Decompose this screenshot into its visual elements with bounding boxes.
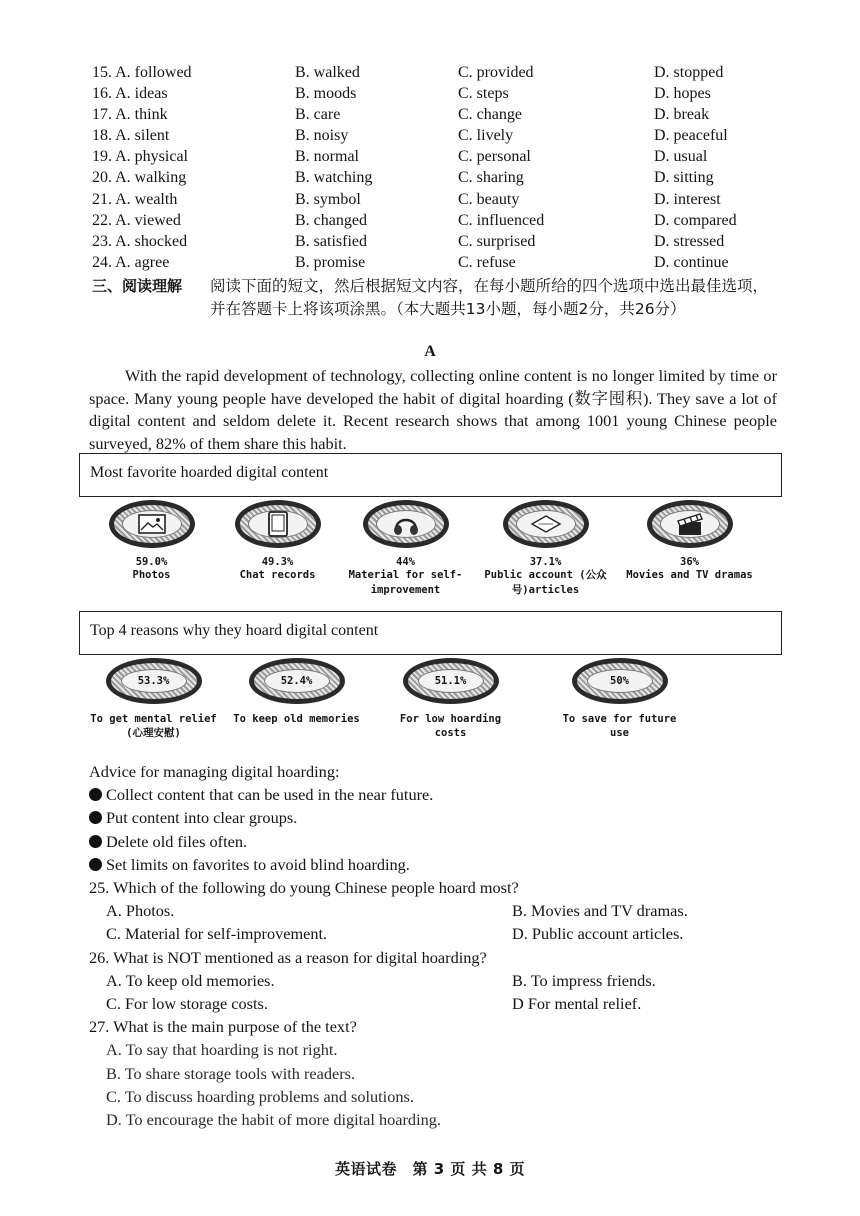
question-25-stem: 25. Which of the following do young Chinese people hoard most? xyxy=(89,878,519,897)
option-b: B. care xyxy=(295,106,341,124)
advice-text: Collect content that can be used in the near future. xyxy=(106,785,434,805)
bullet-icon xyxy=(89,811,102,824)
content-label: Material for self-improvement xyxy=(348,569,463,596)
option-d: D. peaceful xyxy=(654,127,728,145)
option-d: D. usual xyxy=(654,148,708,166)
cloze-row-18 xyxy=(92,125,792,146)
question-25-option-b[interactable]: B. Movies and TV dramas. xyxy=(512,901,688,921)
advice-title: Advice for managing digital hoarding: xyxy=(89,762,340,781)
content-item-movies xyxy=(622,500,757,583)
option-c: C. influenced xyxy=(458,211,545,229)
reason-label: To get mental relief (心理安慰) xyxy=(90,713,217,739)
question-27-stem: 27. What is the main purpose of the text? xyxy=(89,1017,357,1037)
option-c: C. personal xyxy=(458,148,531,166)
photo-icon xyxy=(109,500,195,548)
reason-label: To keep old memories xyxy=(233,713,360,725)
question-27-option-d[interactable]: D. To encourage the habit of more digital hoarding. xyxy=(106,1109,441,1129)
option-c: C. sharing xyxy=(458,169,524,187)
reason-item-mental-relief xyxy=(86,658,221,740)
reason-item-low-costs xyxy=(383,658,518,740)
option-c: C. beauty xyxy=(458,190,520,208)
content-label: Movies and TV dramas xyxy=(626,569,753,581)
option-b: B. symbol xyxy=(295,190,361,208)
option-c: C. refuse xyxy=(458,253,516,271)
content-pct: 44% xyxy=(396,556,415,568)
advice-text: Put content into clear groups. xyxy=(106,808,298,828)
content-item-self-improvement xyxy=(338,500,473,598)
tablet-icon xyxy=(235,500,321,548)
clapperboard-icon xyxy=(647,500,733,548)
reason-pct: 50% xyxy=(610,675,629,687)
content-pct: 49.3% xyxy=(261,556,294,568)
content-pct: 36% xyxy=(680,556,699,568)
advice-text: Set limits on favorites to avoid blind hoarding. xyxy=(106,854,410,874)
option-c: C. lively xyxy=(458,127,514,145)
section-label: 三、阅读理解 xyxy=(92,277,183,295)
option-a: 18. A. silent xyxy=(92,127,170,145)
advice-item xyxy=(89,783,779,806)
question-25-option-d[interactable]: D. Public account articles. xyxy=(512,924,684,944)
envelope-icon xyxy=(503,500,589,548)
option-a: 17. A. think xyxy=(92,106,168,124)
option-a: 24. A. agree xyxy=(92,253,170,271)
content-pct: 59.0% xyxy=(135,556,168,568)
option-b: B. changed xyxy=(295,211,367,229)
option-a: 21. A. wealth xyxy=(92,190,178,208)
reasons-infographic xyxy=(84,658,784,752)
headphones-icon xyxy=(363,500,449,548)
reason-pct: 51.1% xyxy=(434,675,467,687)
option-c: C. steps xyxy=(458,85,509,103)
cloze-row-24 xyxy=(92,252,792,273)
option-d: D. stressed xyxy=(654,232,725,250)
question-26-option-a[interactable]: A. To keep old memories. xyxy=(106,970,275,990)
question-26-option-d[interactable]: D For mental relief. xyxy=(512,993,642,1013)
section-instructions: 阅读下面的短文，然后根据短文内容，在每小题所给的四个选项中选出最佳选项，并在答题卡上将该项涂黑。（本大题共13小题，每小题2分，共26分） xyxy=(210,277,769,318)
option-a: 15. A. followed xyxy=(92,64,192,81)
option-c: C. provided xyxy=(458,64,534,81)
cloze-row-19 xyxy=(92,146,792,167)
cloze-row-21 xyxy=(92,189,792,210)
option-d: D. compared xyxy=(654,211,737,229)
option-b: B. walked xyxy=(295,64,360,81)
cloze-row-20 xyxy=(92,167,792,188)
option-d: D. break xyxy=(654,106,710,124)
question-25-option-c[interactable]: C. Material for self-improvement. xyxy=(106,924,328,944)
option-a: 16. A. ideas xyxy=(92,85,168,103)
cloze-row-17 xyxy=(92,104,792,125)
content-item-public-account xyxy=(478,500,613,598)
option-b: B. promise xyxy=(295,253,366,271)
advice-text: Delete old files often. xyxy=(106,831,248,851)
content-item-photos xyxy=(84,500,219,583)
option-c: C. surprised xyxy=(458,232,536,250)
option-d: D. interest xyxy=(654,190,721,208)
option-b: B. noisy xyxy=(295,127,349,145)
cloze-row-15 xyxy=(92,62,792,83)
option-d: D. continue xyxy=(654,253,729,271)
question-27-option-a[interactable]: A. To say that hoarding is not right. xyxy=(106,1040,338,1060)
option-b: B. normal xyxy=(295,148,359,166)
option-b: B. satisfied xyxy=(295,232,367,250)
page-footer: 英语试卷 第 3 页 共 8 页 xyxy=(335,1160,525,1178)
cloze-row-23 xyxy=(92,231,792,252)
question-26-option-c[interactable]: C. For low storage costs. xyxy=(106,993,268,1013)
content-label: Public account (公众号)articles xyxy=(484,569,607,596)
cloze-row-16 xyxy=(92,83,792,104)
option-a: 20. A. walking xyxy=(92,169,187,187)
question-27-option-b[interactable]: B. To share storage tools with readers. xyxy=(106,1063,356,1083)
content-item-chat-records xyxy=(210,500,345,583)
bullet-icon xyxy=(89,788,102,801)
option-b: B. watching xyxy=(295,169,373,187)
question-26-option-b[interactable]: B. To impress friends. xyxy=(512,970,656,990)
question-26-stem: 26. What is NOT mentioned as a reason for digital hoarding? xyxy=(89,947,487,967)
advice-section xyxy=(89,760,779,876)
question-25-option-a[interactable]: A. Photos. xyxy=(106,901,175,921)
advice-item xyxy=(89,853,779,876)
content-label: Photos xyxy=(132,569,171,581)
content-pct: 37.1% xyxy=(529,556,562,568)
content-label: Chat records xyxy=(239,569,316,581)
option-c: C. change xyxy=(458,106,522,124)
question-27-option-c[interactable]: C. To discuss hoarding problems and solutions. xyxy=(106,1086,414,1106)
reason-pct: 53.3% xyxy=(137,675,170,687)
option-d: D. stopped xyxy=(654,64,724,81)
reason-label: For low hoarding costs xyxy=(399,713,502,739)
reason-label: To save for future use xyxy=(562,713,677,739)
passage-letter: A xyxy=(424,343,436,360)
passage-text: With the rapid development of technology, collecting online content is no longer limited by time or space. Many young people have developed the habit of digital hoarding (数字囤积). They save a lot of digital content and seldom delete it. Recent research shows that among 1001 young Chinese people surveyed, 82% of them share this habit. xyxy=(89,366,777,453)
cloze-row-22 xyxy=(92,210,792,231)
option-d: D. hopes xyxy=(654,85,711,103)
content-box-title: Most favorite hoarded digital content xyxy=(79,453,782,497)
option-b: B. moods xyxy=(295,85,357,103)
bullet-icon xyxy=(89,858,102,871)
questions xyxy=(89,876,789,1131)
reason-item-future-use xyxy=(552,658,687,740)
bullet-icon xyxy=(89,835,102,848)
reason-pct: 52.4% xyxy=(280,675,313,687)
advice-item xyxy=(89,830,779,853)
option-a: 22. A. viewed xyxy=(92,211,181,229)
option-a: 19. A. physical xyxy=(92,148,188,166)
content-infographic xyxy=(84,500,784,604)
option-d: D. sitting xyxy=(654,169,714,187)
option-a: 23. A. shocked xyxy=(92,232,188,250)
cloze-options xyxy=(92,62,792,273)
advice-item xyxy=(89,806,779,829)
reason-item-old-memories xyxy=(229,658,364,726)
reasons-box-title: Top 4 reasons why they hoard digital content xyxy=(79,611,782,655)
